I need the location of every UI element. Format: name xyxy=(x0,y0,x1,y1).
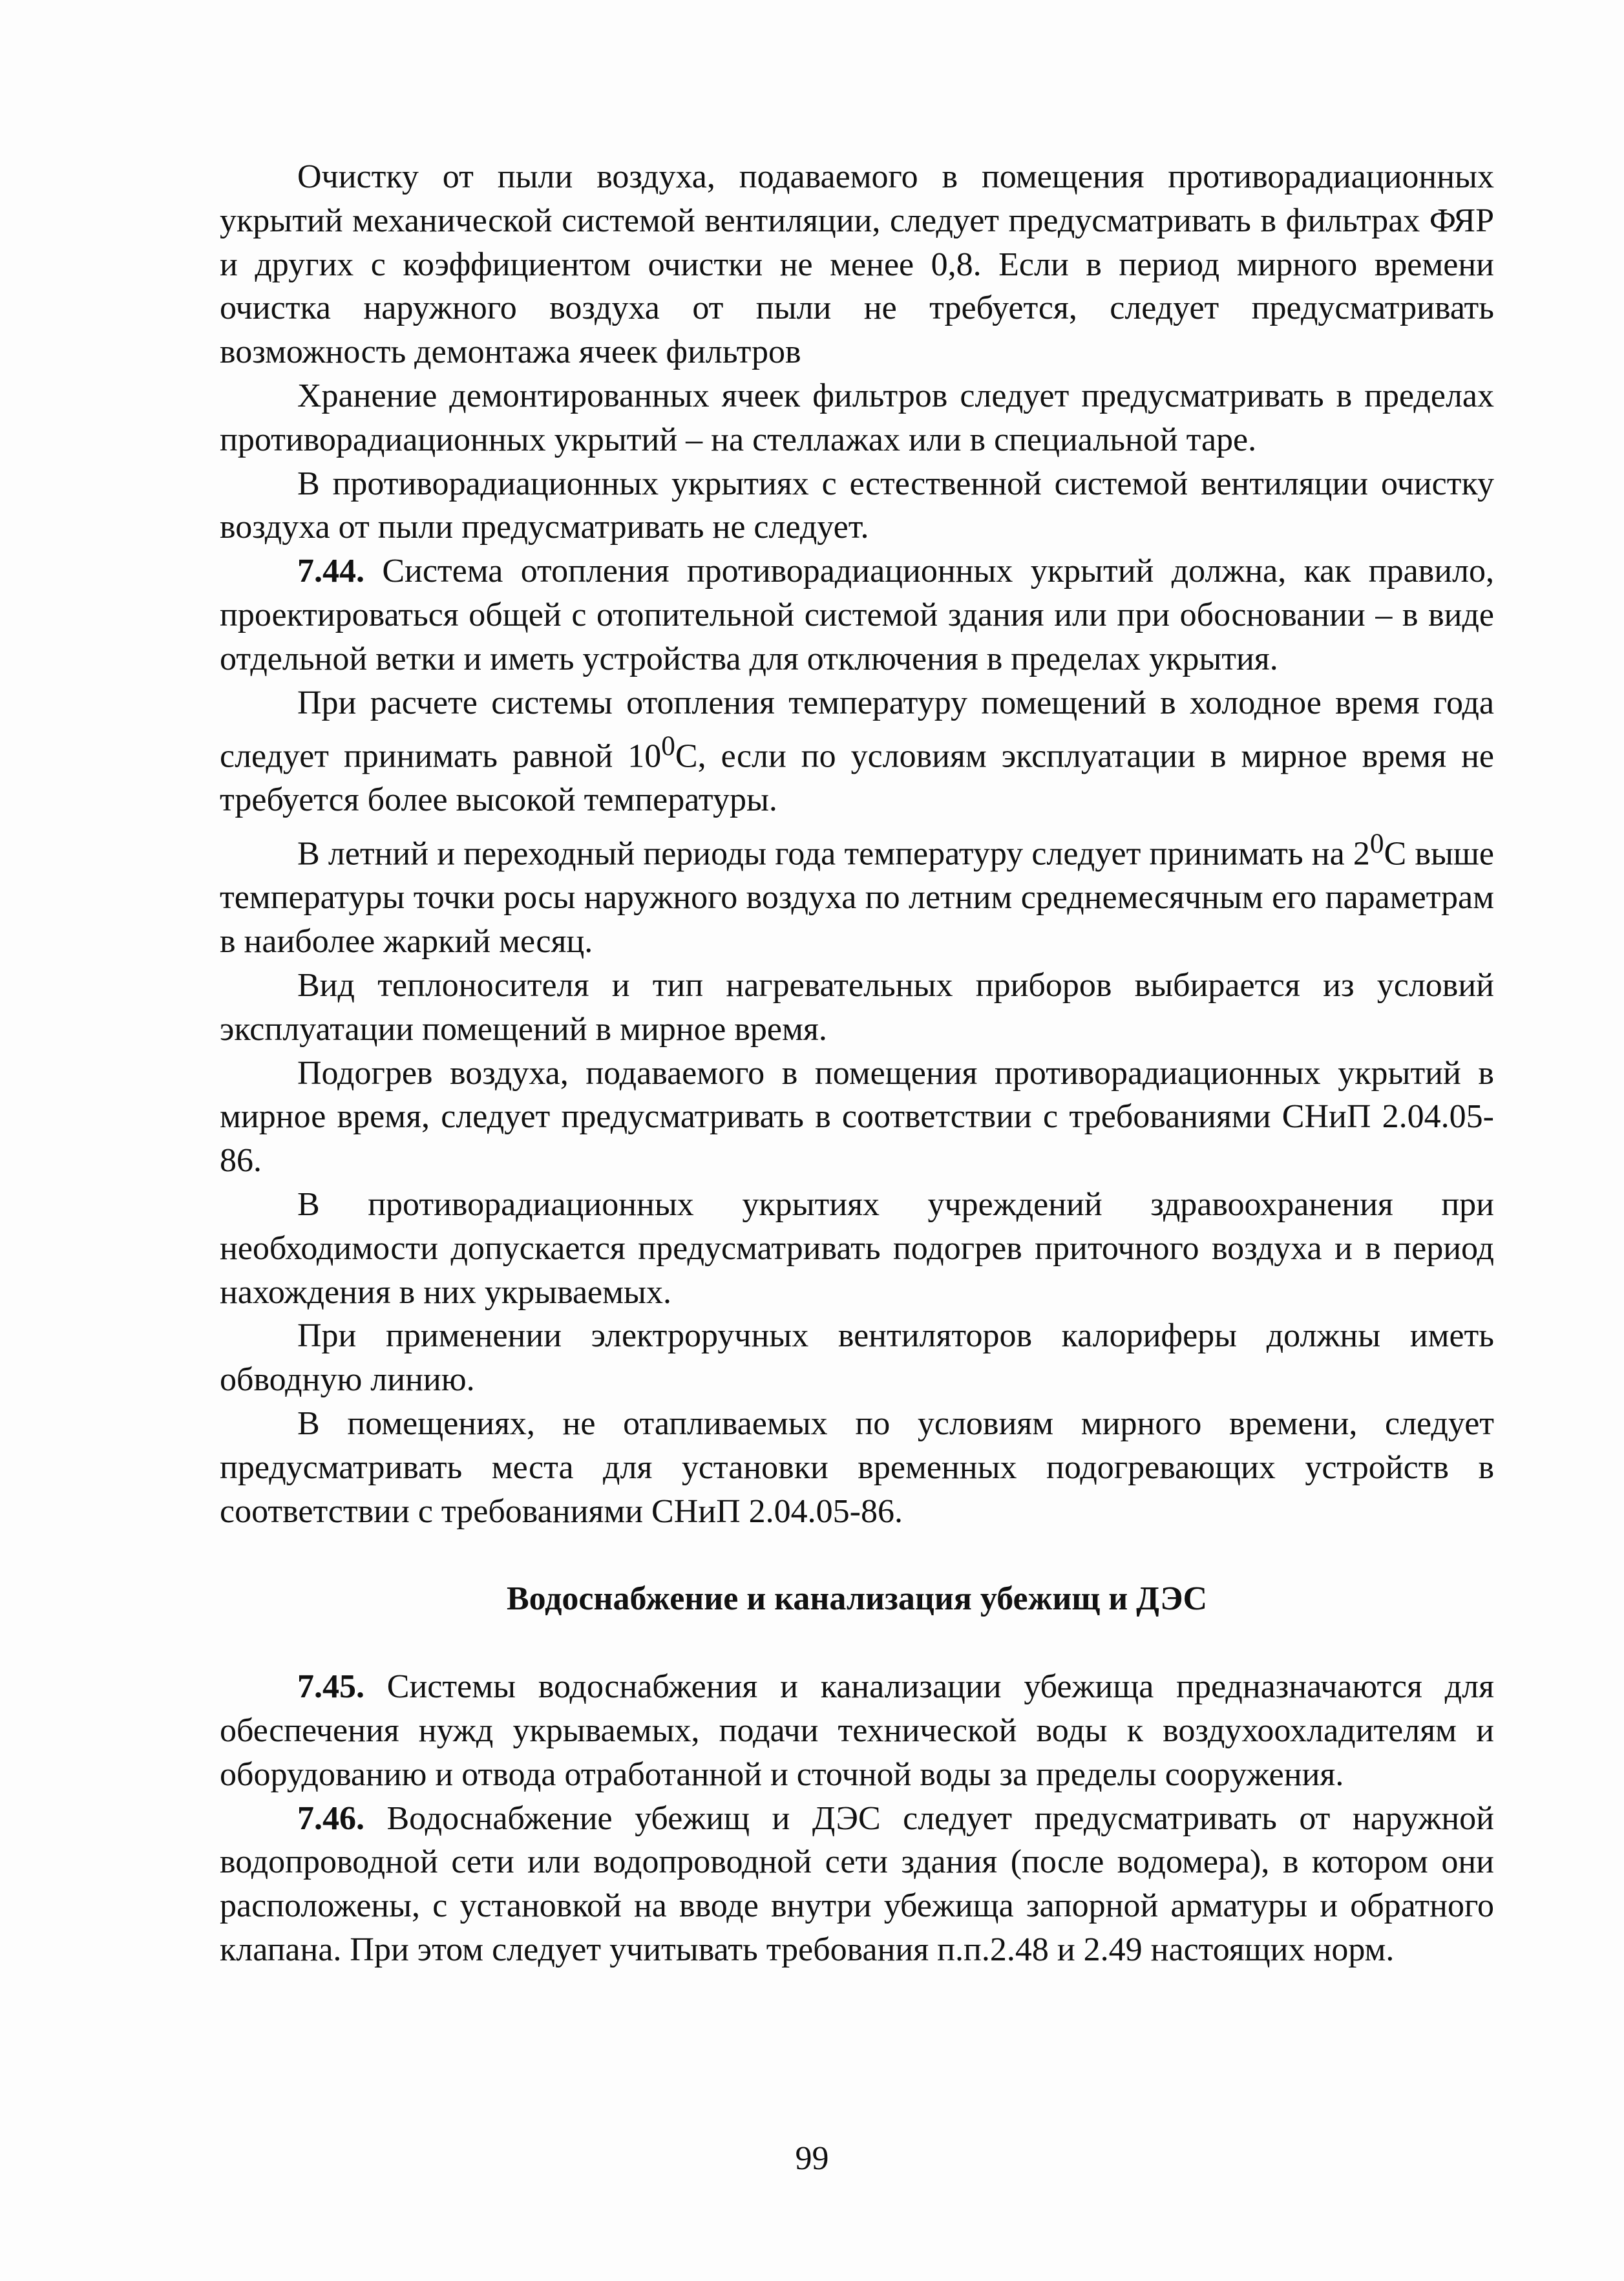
paragraph-temporary-heaters: В помещениях, не отапливаемых по условиям мирного времени, следует предусматривать места для установки временных подогревающих устройств в соответствии с требованиями СНиП 2.04.05-86. xyxy=(220,1405,1494,1530)
degree-superscript: 0 xyxy=(661,730,675,762)
text-segment: При расчете системы отопления температуру помещений в холодное время года следует принимать равной 10 xyxy=(220,684,1494,775)
clause-text: Системы водоснабжения и канализации убежища предназначаются для обеспечения нужд укрываемых, подачи технической воды к воздухоохладителям и оборудованию и отвода отработанной и сточной воды за пределы сооружения. xyxy=(220,1668,1494,1793)
paragraph-heat-carrier: Вид теплоносителя и тип нагревательных приборов выбирается из условий эксплуатации помещений в мирное время. xyxy=(220,967,1494,1048)
degree-superscript: 0 xyxy=(1369,828,1384,860)
paragraph-natural-ventilation: В противорадиационных укрытиях с естественной системой вентиляции очистку воздуха от пыли предусматривать не следует. xyxy=(220,465,1494,546)
clause-number: 7.45. xyxy=(297,1668,364,1706)
paragraph-7-45 xyxy=(220,1665,1494,1796)
paragraph-healthcare-shelters: В противорадиационных укрытиях учреждений здравоохранения при необходимости допускается предусматривать подогрев приточного воздуха и в период нахождения в них укрываемых. xyxy=(220,1185,1494,1311)
paragraph-bypass-line: При применении электроручных вентиляторов калориферы должны иметь обводную линию. xyxy=(220,1317,1494,1399)
clause-text: Система отопления противорадиационных укрытий должна, как правило, проектироваться общей с отопительной системой здания или при обосновании – в виде отдельной ветки и иметь устройства для отключения в пределах укрытия. xyxy=(220,553,1494,677)
clause-number: 7.46. xyxy=(297,1799,364,1837)
paragraph-air-heating: Подогрев воздуха, подаваемого в помещения противорадиационных укрытий в мирное время, следует предусматривать в соответствии с требованиями СНиП 2.04.05-86. xyxy=(220,1054,1494,1180)
clause-text: Водоснабжение убежищ и ДЭС следует предусматривать от наружной водопроводной сети или водопроводной сети здания (после водомера), в котором они расположены, с установкой на вводе внутри убежища запорной арматуры и обратного клапана. При этом следует учитывать требования п.п.2.48 и 2.49 настоящих норм. xyxy=(220,1799,1494,1968)
paragraph-7-46 xyxy=(220,1797,1494,1972)
paragraph-dust-cleaning: Очистку от пыли воздуха, подаваемого в помещения противорадиационных укрытий механической системой вентиляции, следует предусматривать в фильтрах ФЯР и других с коэффициентом очистки не менее 0,8. Если в период мирного времени очистка наружного воздуха от пыли не требуется, следует предусматривать возможность демонтажа ячеек фильтров xyxy=(220,158,1494,371)
paragraph-heating-temperature xyxy=(220,681,1494,823)
page-number: 99 xyxy=(795,2140,829,2177)
text-segment: В летний и переходный периоды года температуру следует принимать на 2 xyxy=(297,835,1370,873)
section-heading: Водоснабжение и канализация убежищ и ДЭС xyxy=(506,1580,1208,1618)
paragraph-summer-temperature xyxy=(220,822,1494,964)
text-segment: С, если по условиям эксплуатации в мирное время не требуется более высокой температуры. xyxy=(220,737,1494,819)
text-segment: С выше температуры точки росы наружного воздуха по летним среднемесячным его параметрам в наиболее жаркий месяц. xyxy=(220,835,1494,960)
clause-number: 7.44. xyxy=(297,553,364,590)
paragraph-7-44 xyxy=(220,549,1494,681)
paragraph-filter-storage: Хранение демонтированных ячеек фильтров следует предусматривать в пределах противорадиационных укрытий – на стеллажах или в специальной таре. xyxy=(220,377,1494,458)
body-text xyxy=(220,155,1494,1972)
